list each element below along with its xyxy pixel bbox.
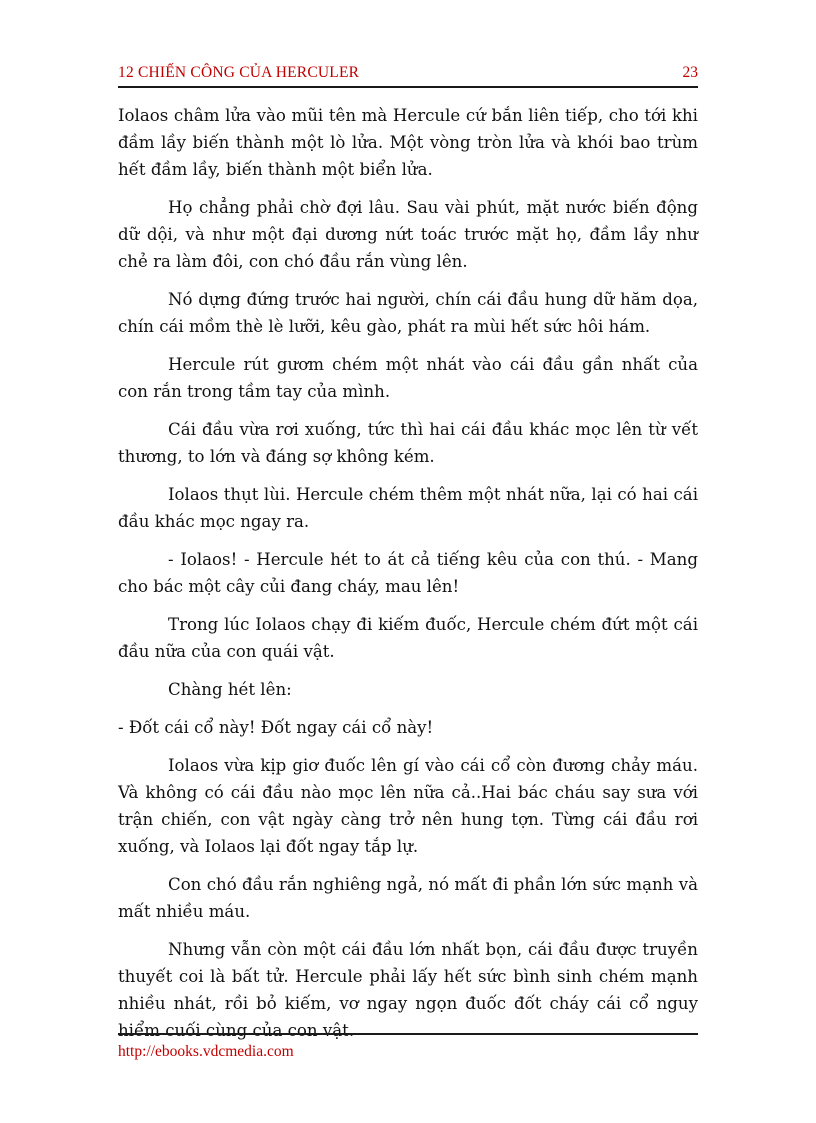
book-title: 12 CHIẾN CÔNG CỦA HERCULER bbox=[118, 64, 360, 81]
paragraph: - Đốt cái cổ này! Đốt ngay cái cổ này! bbox=[118, 718, 434, 737]
paragraph: - Iolaos! - Hercule hét to át cả tiếng kêu của con thú. - Mang cho bác một cây củi đang cháy, mau lên! bbox=[118, 550, 698, 596]
page-number: 23 bbox=[682, 64, 698, 81]
paragraph: Trong lúc Iolaos chạy đi kiếm đuốc, Hercule chém đứt một cái đầu nữa của con quái vật. bbox=[118, 615, 698, 661]
footer-link[interactable]: http://ebooks.vdcmedia.com bbox=[118, 1043, 294, 1060]
paragraph: Iolaos thụt lùi. Hercule chém thêm một nhát nữa, lại có hai cái đầu khác mọc ngay ra. bbox=[118, 485, 698, 531]
paragraph: Cái đầu vừa rơi xuống, tức thì hai cái đầu khác mọc lên từ vết thương, to lớn và đáng sợ không kém. bbox=[118, 420, 698, 466]
paragraph: Nhưng vẫn còn một cái đầu lớn nhất bọn, cái đầu được truyền thuyết coi là bất tử. Hercule phải lấy hết sức bình sinh chém mạnh nhiều nhát, rồi bỏ kiếm, vơ ngay ngọn đuốc đốt cháy cái cổ nguy hiểm cuối cùng của con vật. bbox=[118, 940, 698, 1040]
paragraph: Con chó đầu rắn nghiêng ngả, nó mất đi phần lớn sức mạnh và mất nhiều máu. bbox=[118, 875, 698, 921]
paragraph: Chàng hét lên: bbox=[168, 680, 292, 699]
page-header bbox=[118, 64, 698, 88]
paragraph: Nó dựng đứng trước hai người, chín cái đầu hung dữ hăm dọa, chín cái mồm thè lè lưỡi, kêu gào, phát ra mùi hết sức hôi hám. bbox=[118, 290, 698, 336]
paragraph: Họ chẳng phải chờ đợi lâu. Sau vài phút, mặt nước biến động dữ dội, và như một đại dương nứt toác trước mặt họ, đầm lầy như chẻ ra làm đôi, con chó đầu rắn vùng lên. bbox=[118, 198, 698, 271]
paragraph: Iolaos châm lửa vào mũi tên mà Hercule cứ bắn liên tiếp, cho tới khi đầm lầy biến thành một lò lửa. Một vòng tròn lửa và khói bao trùm hết đầm lầy, biến thành một biển lửa. bbox=[118, 106, 698, 179]
footer-divider bbox=[118, 1033, 698, 1035]
paragraph: Iolaos vừa kịp giơ đuốc lên gí vào cái cổ còn đương chảy máu. Và không có cái đầu nào mọc lên nữa cả..Hai bác cháu say sưa với trận chiến, con vật ngày càng trở nên hung tợn. Từng cái đầu rơi xuống, và Iolaos lại đốt ngay tắp lự. bbox=[118, 756, 698, 856]
page-body bbox=[118, 102, 698, 1055]
paragraph: Hercule rút gươm chém một nhát vào cái đầu gần nhất của con rắn trong tầm tay của mình. bbox=[118, 355, 698, 401]
